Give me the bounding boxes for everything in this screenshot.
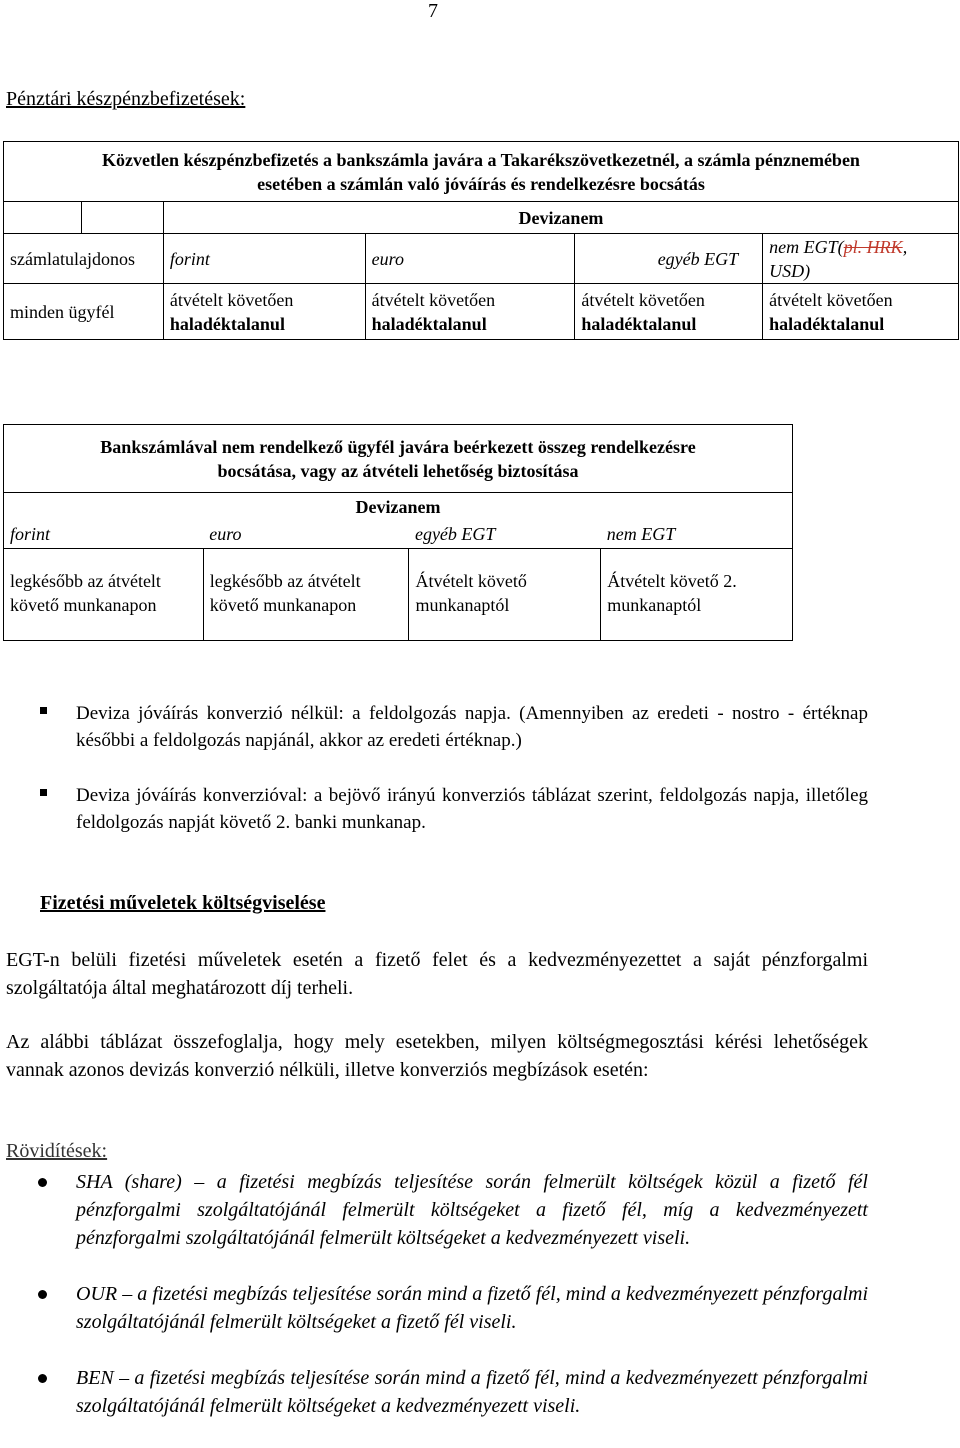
t2-col-euro: euro <box>203 521 409 549</box>
cell-nem: átvételt követően haladéktalanul <box>763 284 959 340</box>
table1-caption: Közvetlen készpénzbefizetés a bankszámla javára a Takarékszövetkezetnél, a számla pénznemében esetében a számlán való jóváírás és rendelkezésre bocsátás <box>4 142 959 202</box>
costs-heading: Fizetési műveletek költségviselése <box>40 892 326 914</box>
square-bullet-icon <box>40 707 47 714</box>
abbreviation-item: BEN – a fizetési megbízás teljesítése során mind a fizető fél, mind a kedvezményezett pénzforgalmi szolgáltatójánál felmerült költségeket a kedvezményezett viseli. <box>76 1367 868 1417</box>
t2-col-nem: nem EGT <box>601 521 793 549</box>
deposit-table <box>3 141 959 340</box>
col-euro: euro <box>365 234 575 284</box>
t2-cell-euro: legkésőbb az átvételt követő munkanapon <box>203 549 409 641</box>
col-egyeb: egyéb EGT <box>575 234 763 284</box>
t2-col-forint: forint <box>4 521 204 549</box>
row-label: minden ügyfél <box>4 284 164 340</box>
t2-col-egyeb: egyéb EGT <box>409 521 601 549</box>
abbreviation-item: OUR – a fizetési megbízás teljesítése során mind a fizető fél, mind a kedvezményezett pénzforgalmi szolgáltatójánál felmerült költségeket a fizető fél viseli. <box>76 1283 868 1333</box>
square-bullet-icon <box>40 789 47 796</box>
t2-cell-egyeb: Átvételt követő munkanaptól <box>409 549 601 641</box>
non-account-table <box>3 424 793 641</box>
table1-devizanem: Devizanem <box>163 202 958 234</box>
t2-cell-nem: Átvételt követő 2. munkanaptól <box>601 549 793 641</box>
table2-devizanem: Devizanem <box>4 493 793 521</box>
col-owner: számlatulajdonos <box>4 234 164 284</box>
bullet-dot-icon <box>38 1374 47 1383</box>
abbreviations-title: Rövidítések: <box>6 1140 108 1162</box>
bullet-dot-icon <box>38 1290 47 1299</box>
bullet-item: Deviza jóváírás konverzióval: a bejövő irányú konverziós táblázat szerint, feldolgozás napja, illetőleg feldolgozás napját követő 2. banki munkanap. <box>76 785 868 833</box>
bullet-item: Deviza jóváírás konverzió nélkül: a feldolgozás napja. (Amennyiben az eredeti - nostro - értéknap későbbi a feldolgozás napjánál, akkor az eredeti értéknap.) <box>76 703 868 751</box>
section-title: Pénztári készpénzbefizetések: <box>6 88 246 110</box>
cell-egyeb: átvételt követően haladéktalanul <box>575 284 763 340</box>
paragraph: EGT-n belüli fizetési műveletek esetén a fizető felet és a kedvezményezettet a saját pénzforgalmi szolgáltatója által meghatározott díj terheli. <box>6 949 868 999</box>
bullet-dot-icon <box>38 1178 47 1187</box>
cell-forint: átvételt követően haladéktalanul <box>163 284 365 340</box>
col-forint: forint <box>163 234 365 284</box>
page-number: 7 <box>428 0 438 22</box>
paragraph: Az alábbi táblázat összefoglalja, hogy mely esetekben, milyen költségmegosztási kérési lehetőségek vannak azonos devizás konverzió nélküli, illetve konverziós megbízások esetén: <box>6 1031 868 1081</box>
cell-euro: átvételt követően haladéktalanul <box>365 284 575 340</box>
abbreviation-item: SHA (share) – a fizetési megbízás teljesítése során felmerült költségek közül a fizető fél pénzforgalmi szolgáltatójánál felmerült költségeket a fizető fél, míg a kedvezményezett pénzforgalmi szolgáltatójánál felmerült költségeket a kedvezményezett viseli. <box>76 1171 868 1249</box>
table2-caption: Bankszámlával nem rendelkező ügyfél javára beérkezett összeg rendelkezésre bocsátása, vagy az átvételi lehetőség biztosítása <box>4 425 793 493</box>
col-nem-egt: nem EGT(pl. HRK, USD) <box>763 234 959 284</box>
t2-cell-forint: legkésőbb az átvételt követő munkanapon <box>4 549 204 641</box>
